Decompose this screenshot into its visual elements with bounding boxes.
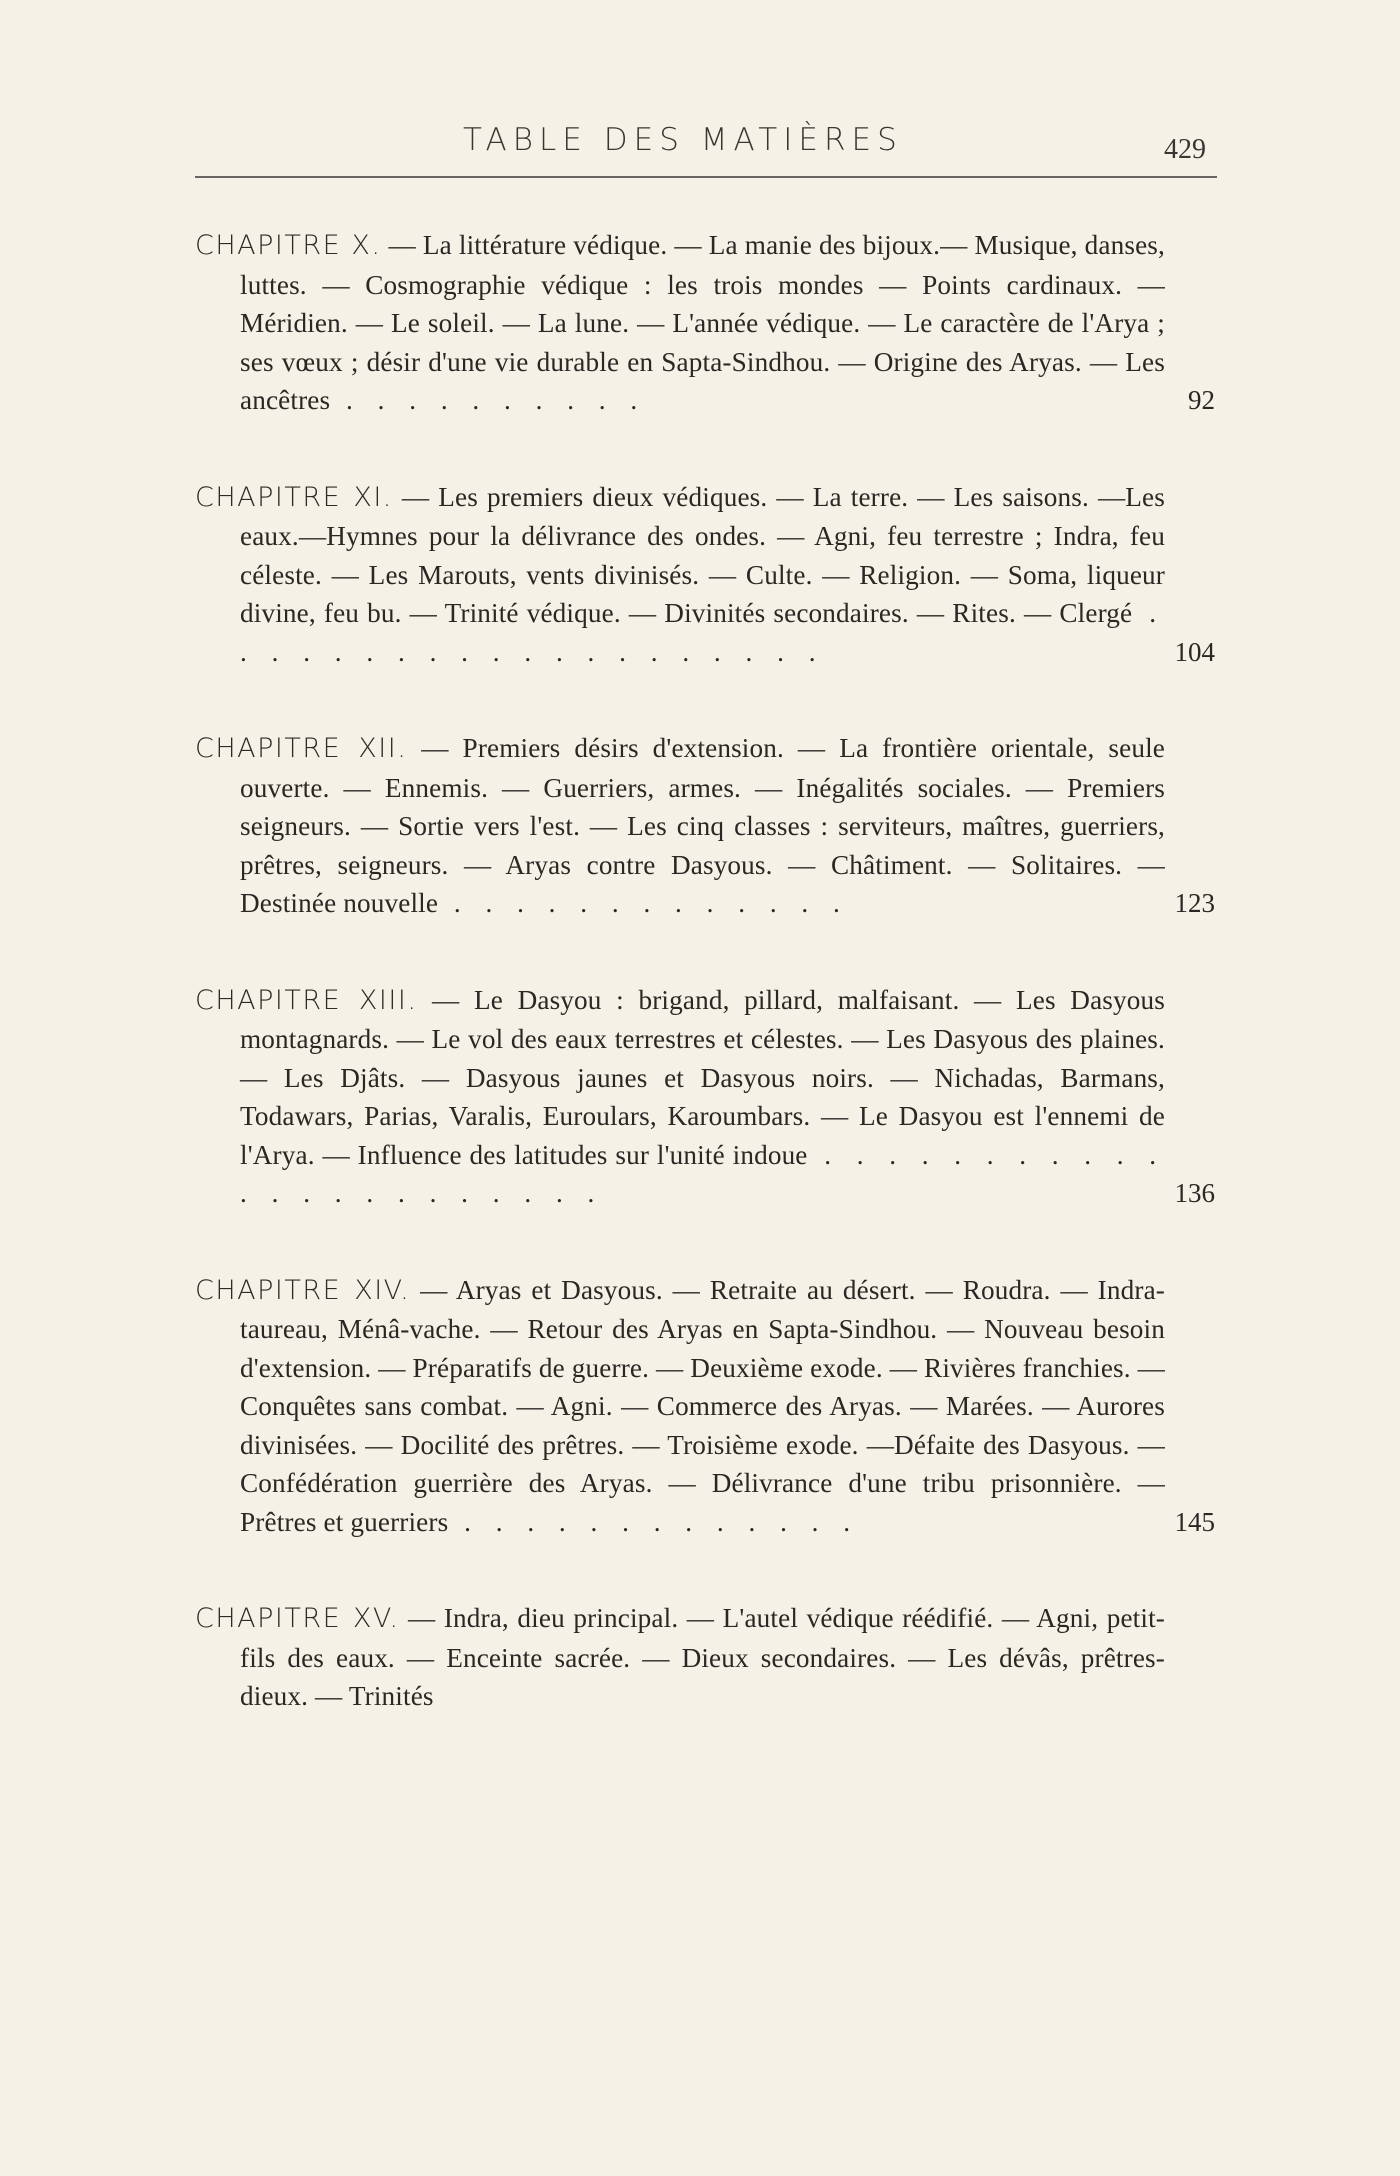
chapter-summary: — Les premiers dieux védiques. — La terre. — Les saisons. —Les eaux.—Hymnes pour la délivrance des ondes. — Agni, feu terrestre ; Indra, feu céleste. — Les Marouts, vents divinisés. — Culte. — Religion. — Soma, liqueur divine, feu bu. — Trinité védique. — Divinités secondaires. — Rites. — Clergé <box>240 481 1165 628</box>
page-number: 429 <box>1164 134 1206 165</box>
dot-leaders: . . . . . . . . . . . . . <box>448 1506 860 1537</box>
toc-entry-chapter-xv <box>195 1599 1235 1716</box>
dot-leaders: . . . . . . . . . . . . . . . . . . . . . . . <box>240 1139 1166 1208</box>
toc-entry-body <box>195 1271 1165 1542</box>
toc-entry-body <box>195 729 1165 923</box>
chapter-label: CHAPITRE XIII. <box>195 984 418 1016</box>
chapter-summary: — La littérature védique. — La manie des bijoux.— Musique, danses, luttes. — Cosmographie védique : les trois mondes — Points cardinaux. — Méridien. — Le soleil. — La lune. — L'année védique. — Le caractère de l'Arya ; ses vœux ; désir d'une vie durable en Sapta-Sindhou. — Origine des Aryas. — Les ancêtres <box>240 230 1165 415</box>
toc-entry-chapter-xiii <box>195 981 1235 1213</box>
chapter-label: CHAPITRE X. <box>195 230 382 261</box>
toc-entry-chapter-x <box>195 226 1235 420</box>
chapter-label: CHAPITRE XV. <box>195 1603 400 1634</box>
toc-entry-body <box>195 226 1165 420</box>
chapter-summary: — Le Dasyou : brigand, pillard, malfaisant. — Les Dasyous montagnards. — Le vol des eaux terrestres et célestes. — Les Dasyous des plaines. — Les Djâts. — Dasyous jaunes et Dasyous noirs. — Nichadas, Barmans, Todawars, Parias, Varalis, Euroulars, Karoumbars. — Le Dasyou est l'ennemi de l'Arya. — Influence des latitudes sur l'unité indoue <box>240 984 1165 1170</box>
entry-page-number: 104 <box>1174 636 1215 667</box>
toc-entry-body <box>195 478 1165 672</box>
chapter-label: CHAPITRE XII. <box>195 733 408 764</box>
toc-entry-body <box>195 981 1165 1213</box>
running-head: TABLE DES MATIÈRES <box>463 122 903 158</box>
dot-leaders: . . . . . . . . . . . . . <box>438 888 849 918</box>
entry-page-number: 92 <box>1188 385 1215 415</box>
toc-entry-chapter-xiv <box>195 1271 1235 1542</box>
dot-leaders: . . . . . . . . . . <box>330 385 647 415</box>
toc-entry-chapter-xi <box>195 478 1235 672</box>
header-rule <box>195 176 1217 178</box>
chapter-summary: — Indra, dieu principal. — L'autel védique réédifié. — Agni, petit-fils des eaux. — Enceinte sacrée. — Dieux secondaires. — Les dévâs, prêtres-dieux. — Trinités <box>240 1603 1165 1711</box>
entry-page-number: 145 <box>1174 1506 1215 1537</box>
entry-page-number: 136 <box>1174 1178 1215 1208</box>
entry-page-number: 123 <box>1174 888 1215 918</box>
chapter-summary: — Aryas et Dasyous. — Retraite au désert. — Roudra. — Indra-taureau, Ménâ-vache. — Retour des Aryas en Sapta-Sindhou. — Nouveau besoin d'extension. — Préparatifs de guerre. — Deuxième exode. — Rivières franchies. — Conquêtes sans combat. — Agni. — Commerce des Aryas. — Marées. — Aurores divinisées. — Docilité des prêtres. — Troisième exode. —Défaite des Dasyous. — Confédération guerrière des Aryas. — Délivrance d'une tribu prisonnière. — Prêtres et guerriers <box>240 1274 1165 1537</box>
table-of-contents <box>195 226 1235 1716</box>
chapter-summary: — Premiers désirs d'extension. — La frontière orientale, seule ouverte. — Ennemis. — Guerriers, armes. — Inégalités sociales. — Premiers seigneurs. — Sortie vers l'est. — Les cinq classes : serviteurs, maîtres, guerriers, prêtres, seigneurs. — Aryas contre Dasyous. — Châtiment. — Solitaires. — Destinée nouvelle <box>240 733 1165 918</box>
toc-entry-chapter-xii <box>195 729 1235 923</box>
toc-entry-body <box>195 1599 1165 1716</box>
chapter-label: CHAPITRE XI. <box>195 481 393 513</box>
chapter-label: CHAPITRE XIV. <box>195 1274 411 1306</box>
dot-leaders: . . . . . . . . . . . . . . . . . . . . <box>240 598 1166 667</box>
